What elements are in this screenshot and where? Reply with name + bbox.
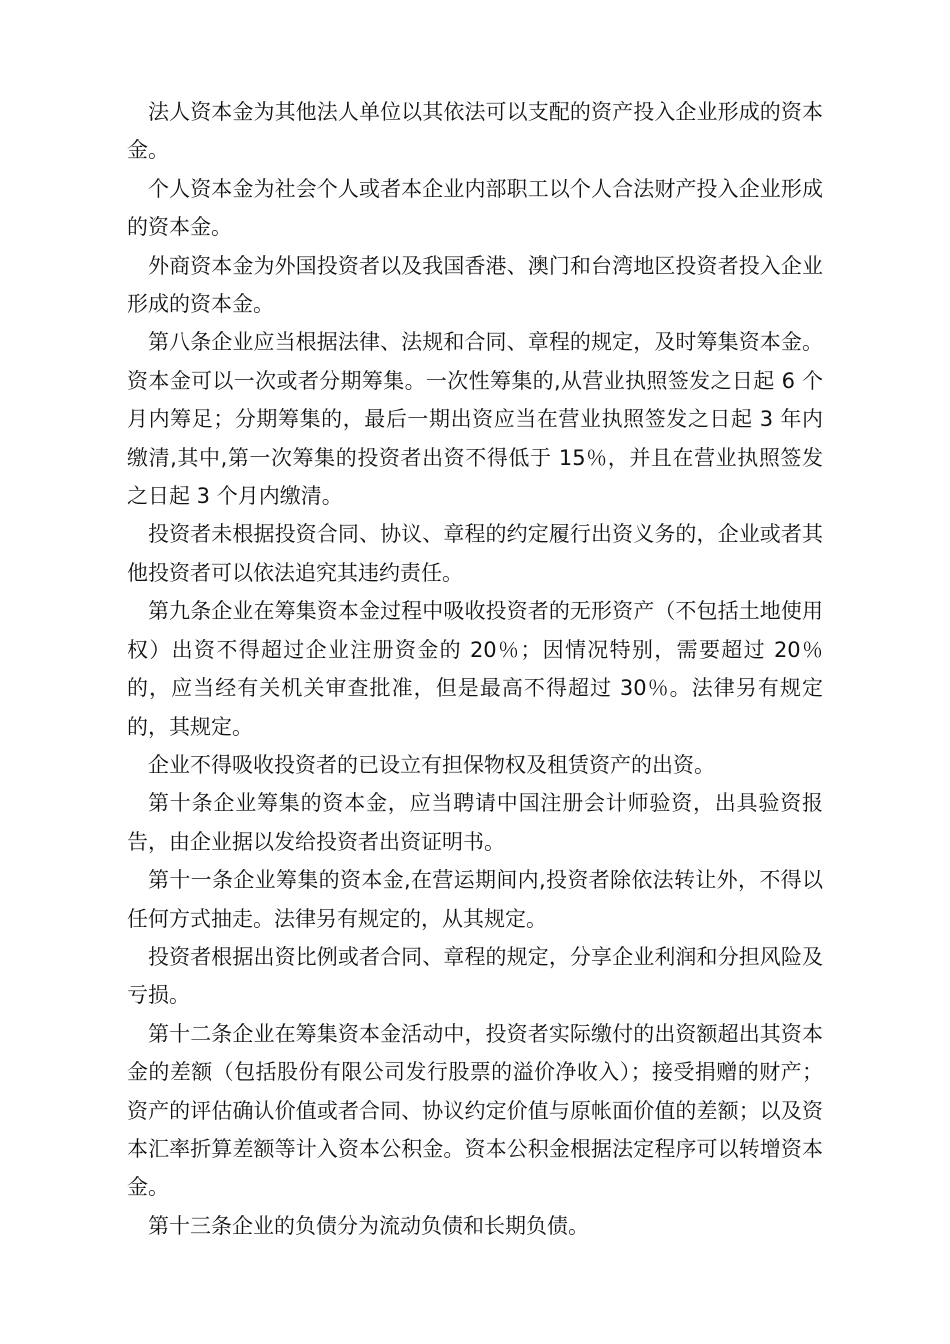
paragraph-profit-sharing: 投资者根据出资比例或者合同、章程的规定，分享企业利润和分担风险及亏损。 (127, 944, 823, 1008)
paragraph-article-12: 第十二条企业在筹集资本金活动中，投资者实际缴付的出资额超出其资本金的差额（包括股份有限公司发行股票的溢价净收入）；接受捐赠的财产；资产的评估确认价值或者合同、协议约定价值与原帐面价值的差额；以及资本汇率折算差额等计入资本公积金。资本公积金根据法定程序可以转增资本金。 (127, 1021, 823, 1200)
paragraph-article-11: 第十一条企业筹集的资本金,在营运期间内,投资者除依法转让外，不得以任何方式抽走。法律另有规定的，从其规定。 (127, 868, 823, 931)
paragraph-article-13: 第十三条企业的负债分为流动负债和长期负债。 (148, 1213, 589, 1238)
paragraph-legal-person-capital: 法人资本金为其他法人单位以其依法可以支配的资产投入企业形成的资本金。 (127, 100, 823, 163)
paragraph-article-9: 第九条企业在筹集资本金过程中吸收投资者的无形资产（不包括土地使用权）出资不得超过企业注册资金的 20％；因情况特别，需要超过 20％的，应当经有关机关审查批准，但是最高不得超过 30％。法律另有规定的，其规定。 (127, 599, 823, 739)
paragraph-foreign-capital: 外商资本金为外国投资者以及我国香港、澳门和台湾地区投资者投入企业形成的资本金。 (127, 253, 823, 317)
paragraph-article-8: 第八条企业应当根据法律、法规和合同、章程的规定，及时筹集资本金。资本金可以一次或者分期筹集。一次性筹集的,从营业执照签发之日起 6 个月内筹足；分期筹集的，最后一期出资应当在营业执照签发之日起 3 年内缴清,其中,第一次筹集的投资者出资不得低于 15％，并且在营业执照签发之日起 3 个月内缴清。 (127, 330, 823, 509)
paragraph-individual-capital: 个人资本金为社会个人或者本企业内部职工以个人合法财产投入企业形成的资本金。 (127, 176, 823, 240)
paragraph-investor-default: 投资者未根据投资合同、协议、章程的约定履行出资义务的，企业或者其他投资者可以依法追究其违约责任。 (127, 522, 823, 585)
document-body (127, 93, 823, 1245)
paragraph-article-10: 第十条企业筹集的资本金，应当聘请中国注册会计师验资，出具验资报告，由企业据以发给投资者出资证明书。 (127, 791, 823, 854)
paragraph-no-encumbered-assets: 企业不得吸收投资者的已设立有担保物权及租赁资产的出资。 (148, 752, 715, 777)
